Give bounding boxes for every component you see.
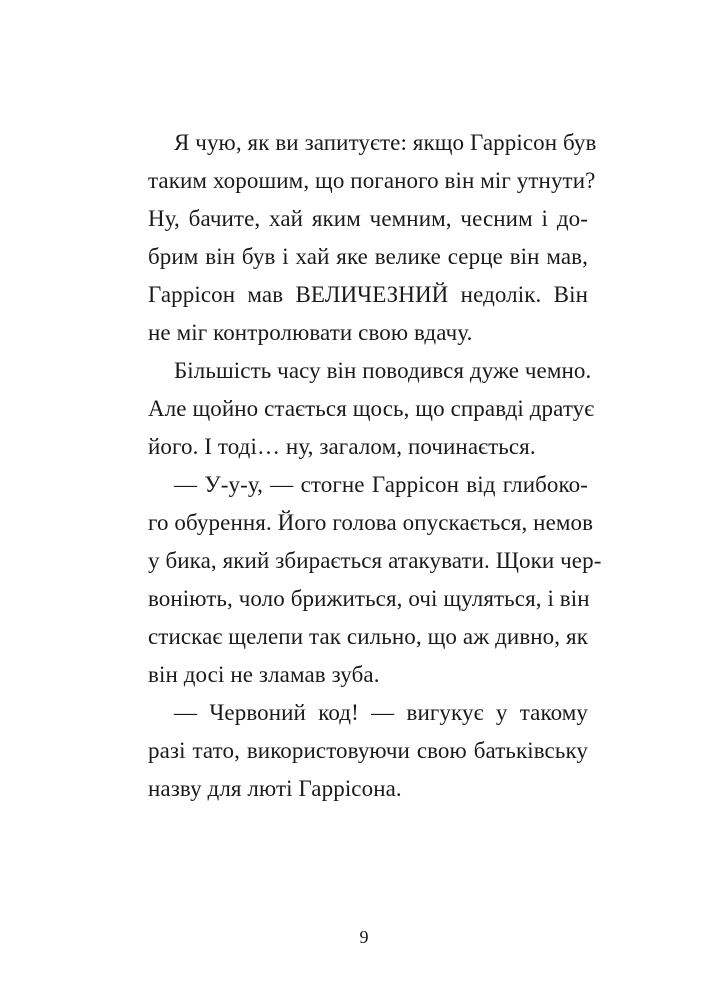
text-line: Ну, бачите, хай яким чемним, чесним і до- xyxy=(148,206,588,231)
text-line: воніють, чоло брижиться, очі щуляться, і він xyxy=(148,586,590,611)
text-line: брим він був і хай яке велике серце він мав, xyxy=(148,244,588,269)
text-line: назву для люті Гаррісона. xyxy=(148,776,402,801)
text-line: го обурення. Його голова опускається, немов xyxy=(148,510,594,535)
text-line: Гаррісон мав ВЕЛИЧЕЗНИЙ недолік. Він xyxy=(148,282,588,307)
text-line: Але щойно стається щось, що справді дратує xyxy=(148,396,595,421)
text-line: його. І тоді… ну, загалом, починається. xyxy=(148,434,536,459)
text-line: він досі не зламав зуба. xyxy=(148,662,380,687)
text-line: у бика, який збирається атакувати. Щоки чер- xyxy=(148,548,602,573)
text-line: не міг контролювати свою вдачу. xyxy=(148,320,473,345)
text-line: стискає щелепи так сильно, що аж дивно, як xyxy=(148,624,588,649)
page-number: 9 xyxy=(359,927,369,947)
text-line: таким хорошим, що поганого він міг утнути? xyxy=(148,168,596,193)
text-line: Я чую, як ви запитуєте: якщо Гаррісон був xyxy=(174,130,597,155)
text-line: разі тато, використовуючи свою батьківську xyxy=(148,738,588,763)
text-line: — У-у-у, — стогне Гаррісон від глибоко- xyxy=(174,472,588,497)
text-line: Більшість часу він поводився дуже чемно. xyxy=(174,358,592,383)
text-line: — Червоний код! — вигукує у такому xyxy=(174,700,588,725)
